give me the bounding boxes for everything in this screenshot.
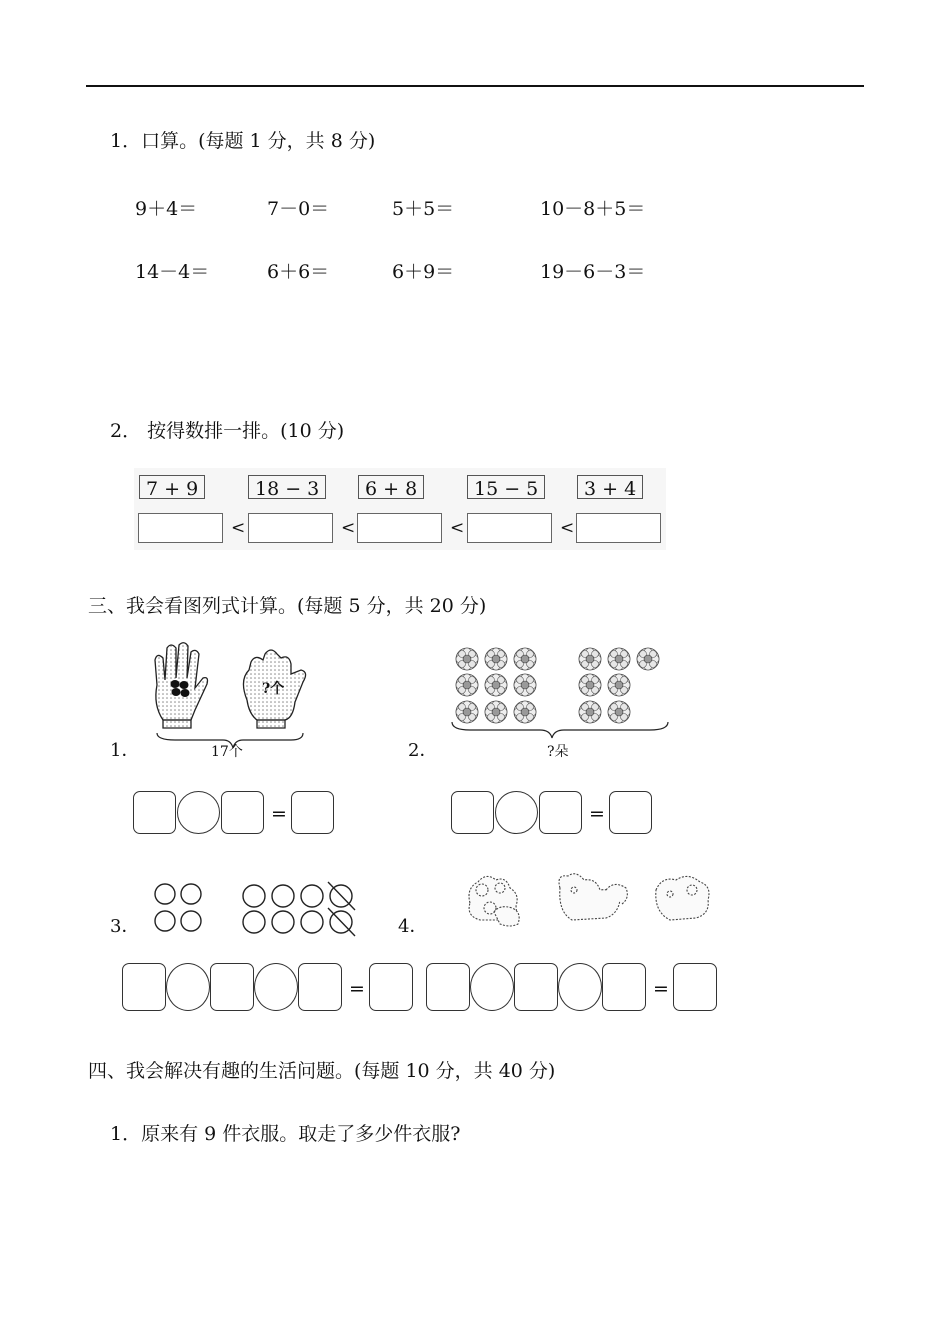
operator-circle[interactable] <box>166 963 210 1011</box>
operator-circle[interactable] <box>470 963 514 1011</box>
equals-sign: = <box>653 978 669 1000</box>
expression-box: 18 − 3 <box>248 475 326 499</box>
equals-sign: = <box>589 803 605 825</box>
answer-square[interactable] <box>133 791 176 834</box>
less-than: < <box>450 518 465 538</box>
answer-square[interactable] <box>514 963 558 1011</box>
expression-box: 3 + 4 <box>577 475 643 499</box>
answer-square[interactable] <box>122 963 166 1011</box>
q1-expr: 6＋9＝ <box>392 261 455 283</box>
answer-square[interactable] <box>298 963 342 1011</box>
q1-expr: 9＋4＝ <box>135 198 198 220</box>
answer-square[interactable] <box>602 963 646 1011</box>
less-than: < <box>341 518 356 538</box>
answer-box-2[interactable] <box>248 513 333 543</box>
item2-number: 2． <box>408 740 438 761</box>
expression-box: 7 + 9 <box>139 475 205 499</box>
item4-number: 4． <box>398 916 428 937</box>
answer-square[interactable] <box>539 791 582 834</box>
q1-title: 1．口算。(每题 1 分，共 8 分) <box>110 130 376 152</box>
item1-number: 1． <box>110 740 140 761</box>
q1-expr: 7－0＝ <box>267 198 330 220</box>
expression-box: 6 + 8 <box>358 475 424 499</box>
equals-sign: = <box>271 803 287 825</box>
equals-sign: = <box>349 978 365 1000</box>
operator-circle[interactable] <box>177 791 220 834</box>
answer-box-5[interactable] <box>576 513 661 543</box>
answer-square[interactable] <box>426 963 470 1011</box>
answer-square[interactable] <box>451 791 494 834</box>
item1-total-label: 17个 <box>211 744 243 760</box>
section4-title: 四、我会解决有趣的生活问题。(每题 10 分，共 40 分) <box>88 1060 556 1082</box>
answer-box-3[interactable] <box>357 513 442 543</box>
circles-picture <box>148 880 360 938</box>
operator-circle[interactable] <box>495 791 538 834</box>
q2-title: 2． 按得数排一排。(10 分) <box>110 420 345 442</box>
answer-square[interactable] <box>609 791 652 834</box>
q1-expr: 14－4＝ <box>135 261 210 283</box>
operator-circle[interactable] <box>254 963 298 1011</box>
q1-expr: 19－6－3＝ <box>540 261 646 283</box>
answer-box-4[interactable] <box>467 513 552 543</box>
item3-number: 3． <box>110 916 140 937</box>
flowers-picture <box>440 640 675 750</box>
less-than: < <box>560 518 575 538</box>
glove-question-label: ?个 <box>262 681 285 697</box>
answer-square[interactable] <box>673 963 717 1011</box>
section4-q1: 1．原来有 9 件衣服。取走了多少件衣服? <box>110 1123 461 1145</box>
answer-square[interactable] <box>210 963 254 1011</box>
answer-square[interactable] <box>221 791 264 834</box>
q1-expr: 10－8＋5＝ <box>540 198 646 220</box>
q1-expr: 6＋6＝ <box>267 261 330 283</box>
expression-box: 15 − 5 <box>467 475 545 499</box>
animals-picture <box>460 868 720 938</box>
less-than: < <box>231 518 246 538</box>
section3-title: 三、我会看图列式计算。(每题 5 分，共 20 分) <box>88 595 487 617</box>
item2-total-label: ?朵 <box>547 744 569 760</box>
answer-square[interactable] <box>369 963 413 1011</box>
top-rule <box>86 85 864 87</box>
answer-square[interactable] <box>291 791 334 834</box>
operator-circle[interactable] <box>558 963 602 1011</box>
q1-expr: 5＋5＝ <box>392 198 455 220</box>
answer-box-1[interactable] <box>138 513 223 543</box>
